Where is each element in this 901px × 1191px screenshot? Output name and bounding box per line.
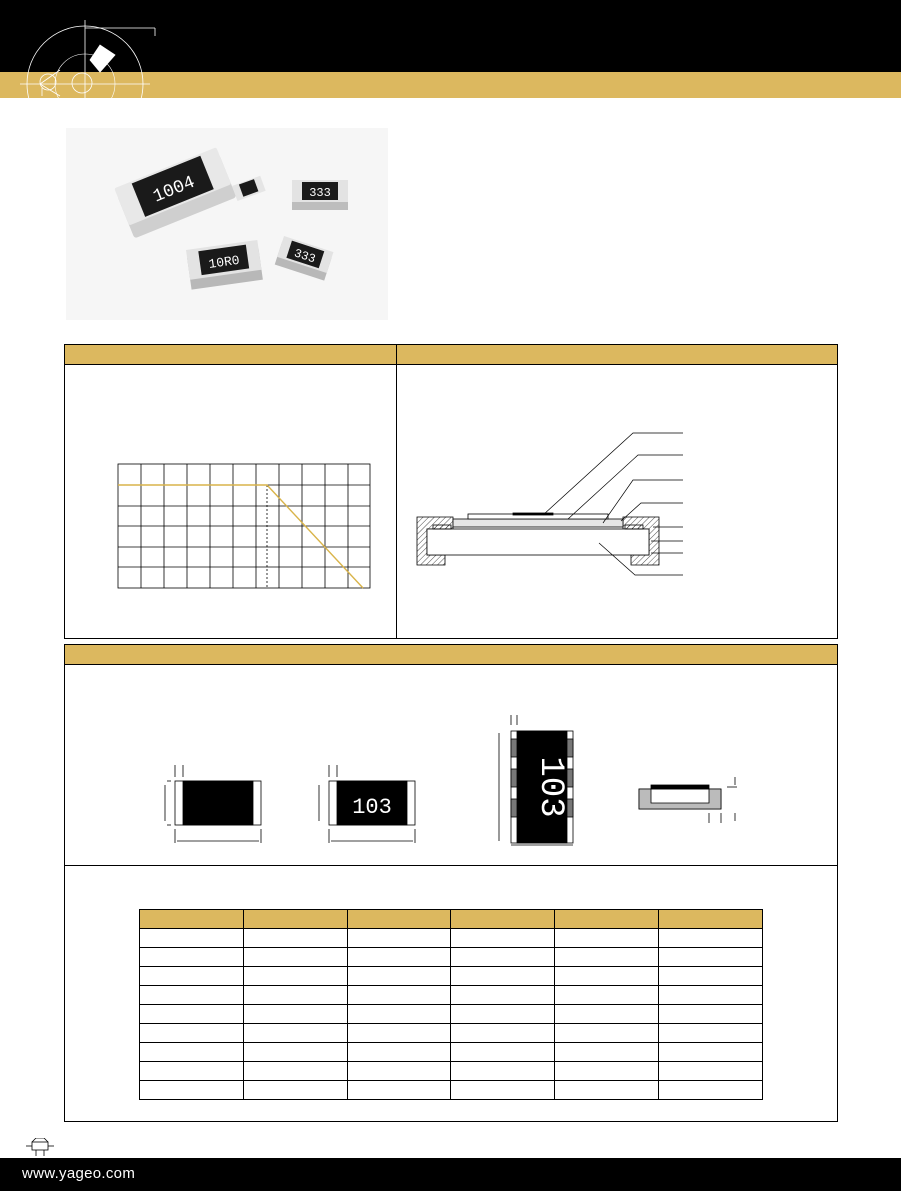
product-photo [66,128,388,320]
construction-cross-section [413,425,693,590]
table-row [140,1005,763,1024]
chip-vertical-view [491,711,581,851]
chip-side-view [635,773,755,833]
website-link[interactable]: www.yageo.com [22,1165,136,1182]
resistor-chip-icon [26,1138,54,1156]
panel-header [65,645,837,665]
table-header-row [140,910,763,929]
resistor-chips-illustration [66,128,388,320]
chip-marking-label: 103 [531,756,569,818]
table-header-cell [659,910,763,929]
table-row [140,1062,763,1081]
panel-divider [396,345,397,638]
chip-marking: 333 [309,186,331,200]
table-row [140,1024,763,1043]
panel-header [65,345,837,365]
chip-top-view-marked [311,757,421,847]
chip-marking-label: 103 [352,795,392,820]
table-header-cell [140,910,244,929]
table-header-cell [243,910,347,929]
table-header-cell [347,910,451,929]
chip-marking: 1004 [150,172,199,208]
table-header-cell [555,910,659,929]
chip-top-view-blank [157,757,267,847]
table-row [140,929,763,948]
dimension-table [139,909,763,1100]
panel-divider [65,865,837,866]
table-header-cell [451,910,555,929]
table-row [140,986,763,1005]
target-wheel-icon [0,0,170,100]
table-row [140,948,763,967]
table-row [140,967,763,986]
table-row [140,1081,763,1100]
derating-construction-panel [64,344,838,639]
chip-marking: 333 [292,246,318,267]
chip-marking: 10R0 [207,252,241,272]
footer-bar [0,1158,901,1191]
table-row [140,1043,763,1062]
derating-curve-chart [117,463,373,591]
